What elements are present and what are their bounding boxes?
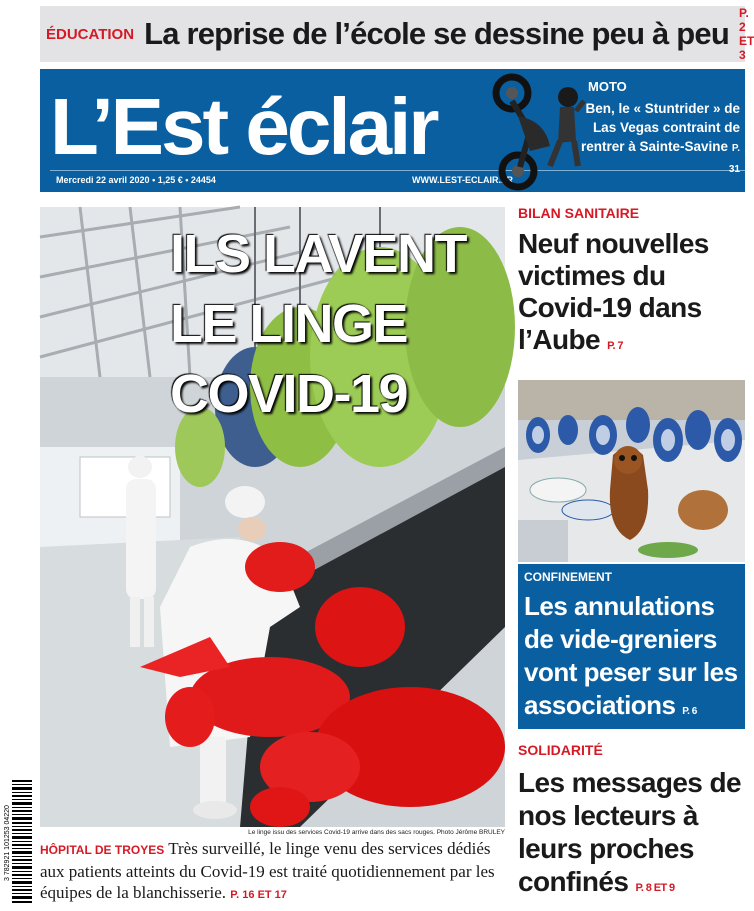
photo-caption: Le linge issu des services Covid-19 arrive dans des sacs rouges. Photo Jérôme BRULEY <box>248 829 505 836</box>
newspaper-logo[interactable]: L’Est éclair <box>50 82 437 171</box>
confinement-headline-text: Les annulations de vide-greniers vont peser sur les associations <box>524 591 738 720</box>
main-headline[interactable] <box>170 219 500 429</box>
main-headline-line-2: LE LINGE <box>170 294 408 354</box>
confinement-pages: P. 6 <box>682 706 697 717</box>
laundry-story-pages: P. 16 ET 17 <box>230 889 287 901</box>
laundry-story-tag: HÔPITAL DE TROYES <box>40 843 165 857</box>
solidarite-pages: P. 8 ET 9 <box>635 882 675 894</box>
moto-tag: MOTO <box>588 79 627 94</box>
bilan-headline-text: Neuf nouvelles victimes du Covid-19 dans l’Aube <box>518 228 709 355</box>
masthead <box>40 69 745 192</box>
moto-story-text: Ben, le « Stuntrider » de Las Vegas contraint de rentrer à Sainte-Savine <box>580 101 740 154</box>
main-headline-line-3: COVID-19 <box>170 364 408 424</box>
main-photo[interactable] <box>40 207 505 827</box>
bilan-headline[interactable] <box>518 228 746 362</box>
confinement-headline <box>524 590 742 728</box>
confinement-tag: CONFINEMENT <box>524 570 612 584</box>
top-banner-headline[interactable]: La reprise de l’école se dessine peu à peu <box>144 16 730 51</box>
bilan-tag: BILAN SANITAIRE <box>518 205 640 221</box>
barcode-number: 3 782921 101253 04220 <box>4 805 11 881</box>
confinement-box[interactable] <box>518 564 745 729</box>
website-link[interactable]: WWW.LEST-ECLAIR.FR <box>412 175 513 185</box>
vide-grenier-photo[interactable] <box>518 380 745 562</box>
bilan-pages: P. 7 <box>607 340 623 352</box>
motorcycle-stunt-photo <box>490 71 586 193</box>
top-banner-tag: ÉDUCATION <box>46 25 135 43</box>
solidarite-headline[interactable] <box>518 766 746 905</box>
laundry-story-body: Très surveillé, le linge venu des services dédiés aux patients atteints du Covid-19 est traité quotidiennement par les équipes de la blanchisserie. <box>40 839 495 902</box>
laundry-story-text[interactable] <box>40 838 505 906</box>
main-headline-line-1: ILS LAVENT <box>170 224 467 284</box>
solidarite-headline-text: Les messages de nos lecteurs à leurs proches confinés <box>518 767 741 897</box>
moto-story-pages: P. 31 <box>728 143 740 175</box>
issue-meta: Mercredi 22 avril 2020 • 1,25 € • 24454 <box>56 175 216 185</box>
solidarite-tag: SOLIDARITÉ <box>518 742 603 758</box>
top-banner-pages: P. 2 ET 3 <box>739 6 754 62</box>
top-banner[interactable] <box>40 6 754 62</box>
moto-story[interactable] <box>578 99 740 179</box>
